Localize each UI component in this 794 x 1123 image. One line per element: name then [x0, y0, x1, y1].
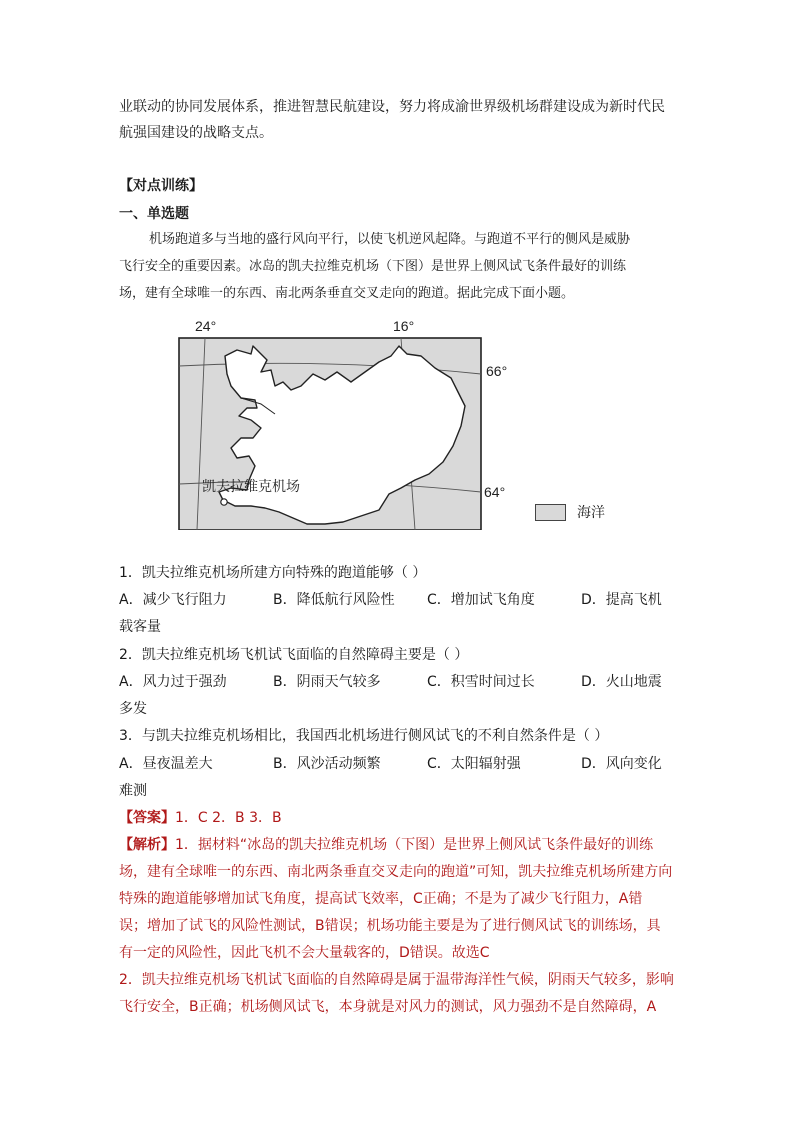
question-2-option-d[interactable]: D．火山地震 — [581, 674, 662, 690]
ocean-legend-label: 海洋 — [577, 505, 605, 521]
question-1-option-d[interactable]: D．提高飞机 — [581, 592, 662, 608]
question-3-option-c[interactable]: C．太阳辐射强 — [427, 756, 521, 772]
analysis-line-2: 场，建有全球唯一的东西、南北两条垂直交叉走向的跑道”可知，凯夫拉维克机场所建方向 — [119, 864, 673, 880]
question-1-option-c[interactable]: C．增加试飞角度 — [427, 592, 535, 608]
question-1-option-d-wrap: 载客量 — [119, 619, 161, 635]
intro-line-1: 业联动的协同发展体系，推进智慧民航建设，努力将成渝世界级机场群建设成为新时代民 — [119, 99, 665, 115]
analysis-line-4: 误；增加了试飞的风险性测试，B错误；机场功能主要是为了进行侧风试飞的训练场，具 — [119, 918, 661, 934]
airport-label: 凯夫拉维克机场 — [202, 479, 300, 495]
ocean-legend-swatch — [535, 504, 566, 521]
analysis-line-5: 有一定的风险性，因此飞机不会大量载客的，D错误。故选C — [119, 945, 490, 961]
analysis-text-1: 1．据材料“冰岛的凯夫拉维克机场（下图）是世界上侧风试飞条件最好的训练 — [175, 837, 654, 853]
intro-line-2: 航强国建设的战略支点。 — [119, 125, 273, 141]
analysis-label: 【解析】 — [119, 837, 175, 853]
iceland-map — [175, 316, 665, 530]
material-line-1: 机场跑道多与当地的盛行风向平行，以使飞机逆风起降。与跑道不平行的侧风是威胁 — [149, 232, 631, 247]
question-2-stem: 2．凯夫拉维克机场飞机试飞面临的自然障碍主要是（ ） — [119, 647, 469, 663]
answer-label: 【答案】 — [119, 810, 175, 826]
analysis-line-1 — [119, 835, 653, 855]
question-2-option-b[interactable]: B．阴雨天气较多 — [273, 674, 381, 690]
subsection-title: 一、单选题 — [119, 206, 189, 222]
analysis-line-3: 特殊的跑道能够增加试飞角度，提高试飞效率，C正确；不是为了减少飞行阻力，A错 — [119, 891, 643, 907]
answer-row — [119, 808, 282, 828]
question-1-stem: 1．凯夫拉维克机场所建方向特殊的跑道能够（ ） — [119, 565, 427, 581]
question-3-stem: 3．与凯夫拉维克机场相比，我国西北机场进行侧风试飞的不利自然条件是（ ） — [119, 728, 609, 744]
airport-marker — [221, 499, 227, 505]
longitude-label-16: 16° — [393, 318, 415, 334]
question-3-option-b[interactable]: B．风沙活动频繁 — [273, 756, 381, 772]
question-3-option-d[interactable]: D．风向变化 — [581, 756, 662, 772]
section-title: 【对点训练】 — [119, 178, 203, 194]
latitude-label-64: 64° — [484, 484, 506, 500]
question-2-option-c[interactable]: C．积雪时间过长 — [427, 674, 535, 690]
material-line-3: 场，建有全球唯一的东西、南北两条垂直交叉走向的跑道。据此完成下面小题。 — [119, 286, 575, 301]
question-1-option-b[interactable]: B．降低航行风险性 — [273, 592, 395, 608]
question-3-option-a[interactable]: A．昼夜温差大 — [119, 756, 213, 772]
question-2-option-a[interactable]: A．风力过于强劲 — [119, 674, 227, 690]
material-line-2: 飞行安全的重要因素。冰岛的凯夫拉维克机场（下图）是世界上侧风试飞条件最好的训练 — [119, 259, 627, 274]
longitude-label-24: 24° — [195, 318, 217, 334]
analysis-line-7: 飞行安全，B正确；机场侧风试飞，本身就是对风力的测试，风力强劲不是自然障碍，A — [119, 999, 657, 1015]
latitude-label-66: 66° — [486, 363, 508, 379]
question-1-option-a[interactable]: A．减少飞行阻力 — [119, 592, 227, 608]
question-3-option-d-wrap: 难测 — [119, 783, 147, 799]
question-2-option-d-wrap: 多发 — [119, 701, 147, 717]
answer-value: 1．C 2．B 3．B — [175, 810, 282, 826]
analysis-line-6: 2．凯夫拉维克机场飞机试飞面临的自然障碍是属于温带海洋性气候，阴雨天气较多，影响 — [119, 972, 674, 988]
